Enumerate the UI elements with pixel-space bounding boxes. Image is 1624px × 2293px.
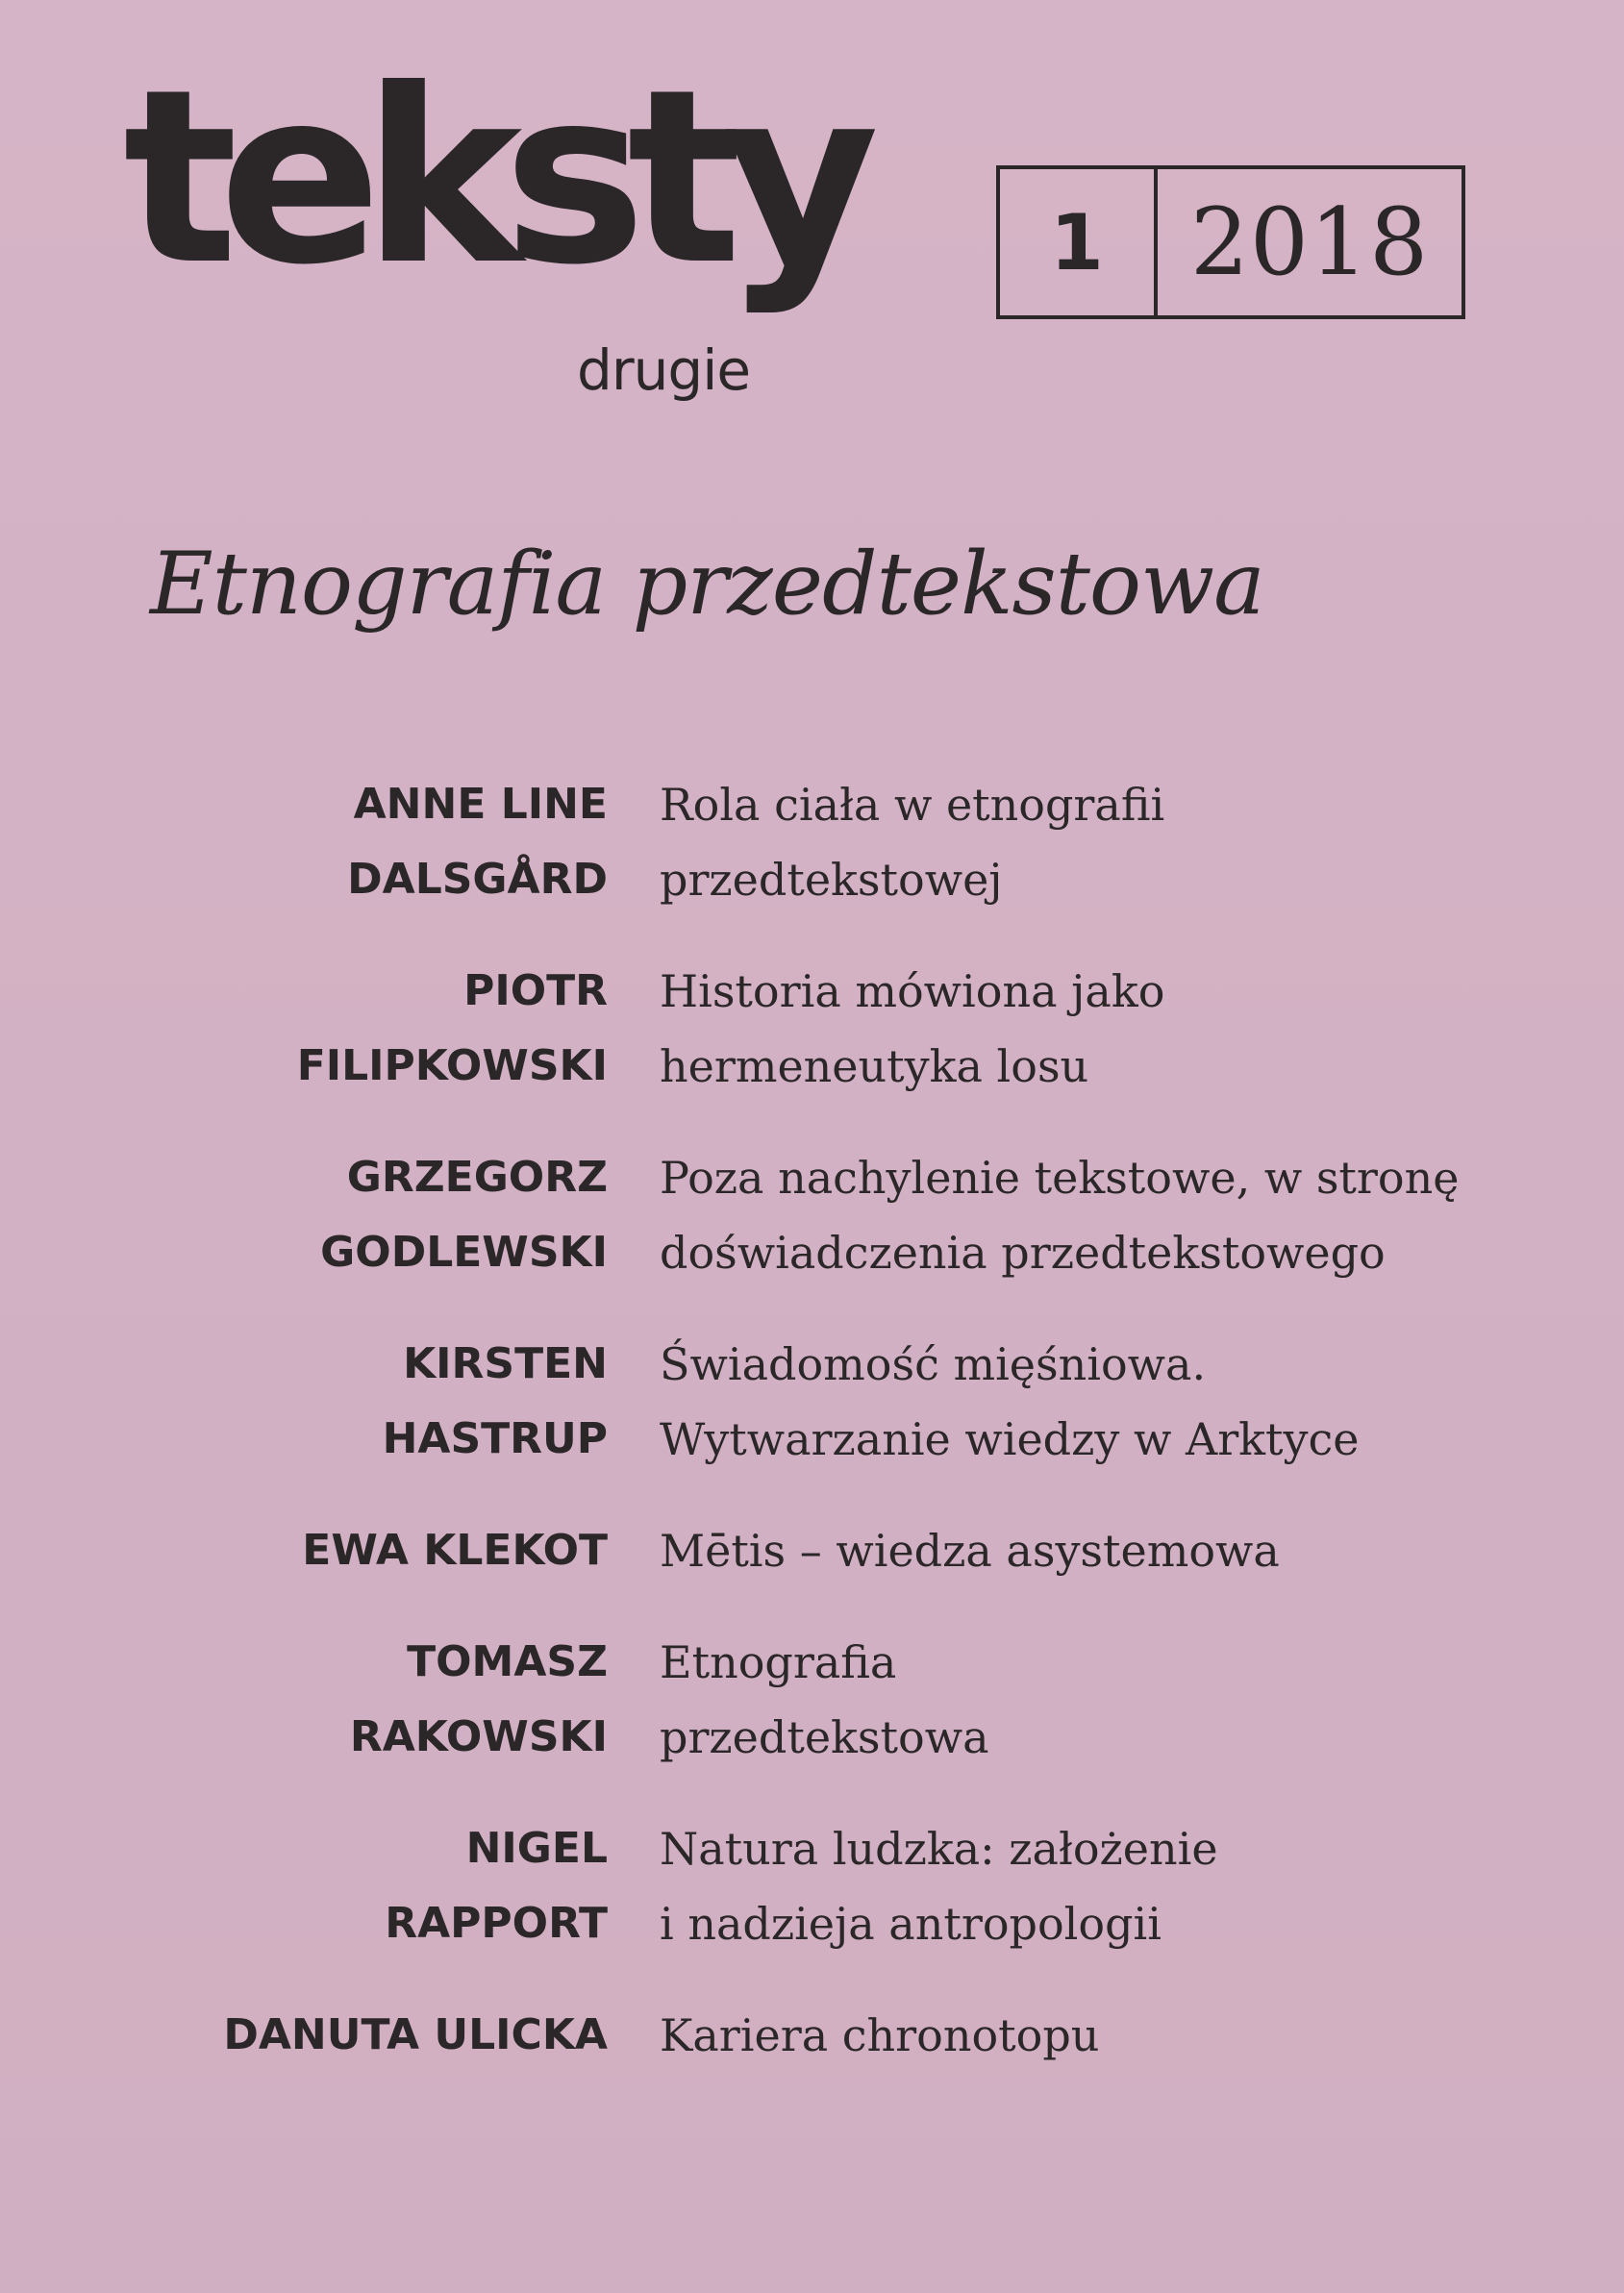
toc-author: ANNE LINE DALSGÅRD <box>347 780 608 904</box>
logo-subtitle: drugie <box>577 337 751 403</box>
toc-article-title: Mētis – wiedza asystemowa <box>660 1525 1280 1577</box>
toc-entry <box>0 1140 1624 1290</box>
toc-article-title: Etnografia przedtekstowa <box>660 1636 989 1763</box>
toc-article-title: Kariera chronotopu <box>660 2009 1100 2061</box>
toc-entry <box>0 1625 1624 1775</box>
toc-author: KIRSTEN HASTRUP <box>382 1339 608 1463</box>
toc-article-title: Poza nachylenie tekstowe, w stronę doświadczenia przedtekstowego <box>660 1152 1460 1279</box>
toc-author: TOMASZ RAKOWSKI <box>349 1637 608 1761</box>
toc-author: PIOTR FILIPKOWSKI <box>296 966 608 1090</box>
journal-logo <box>123 37 950 423</box>
issue-title: Etnografia przedtekstowa <box>150 534 1264 635</box>
toc-entry <box>0 1513 1624 1588</box>
logo-title: teksty <box>123 37 861 317</box>
toc-entry <box>0 767 1624 917</box>
toc-article-title: Rola ciała w etnografii przedtekstowej <box>660 779 1165 906</box>
issue-year: 2018 <box>1189 188 1430 296</box>
toc-article-title: Świadomość mięśniowa. Wytwarzanie wiedzy w Arktyce <box>660 1338 1360 1465</box>
toc-entry <box>0 1327 1624 1477</box>
toc-entry <box>0 954 1624 1104</box>
toc-entry <box>0 1998 1624 2073</box>
toc-author: GRZEGORZ GODLEWSKI <box>320 1153 608 1277</box>
issue-box <box>996 165 1465 319</box>
table-of-contents <box>0 767 1624 2109</box>
toc-article-title: Historia mówiona jako hermeneutyka losu <box>660 965 1165 1092</box>
toc-entry <box>0 1811 1624 1961</box>
toc-author: DANUTA ULICKA <box>223 2010 608 2059</box>
toc-author: EWA KLEKOT <box>302 1526 608 1575</box>
toc-author: NIGEL RAPPORT <box>385 1824 608 1948</box>
issue-number: 1 <box>1000 169 1158 315</box>
toc-article-title: Natura ludzka: założenie i nadzieja antropologii <box>660 1823 1218 1950</box>
